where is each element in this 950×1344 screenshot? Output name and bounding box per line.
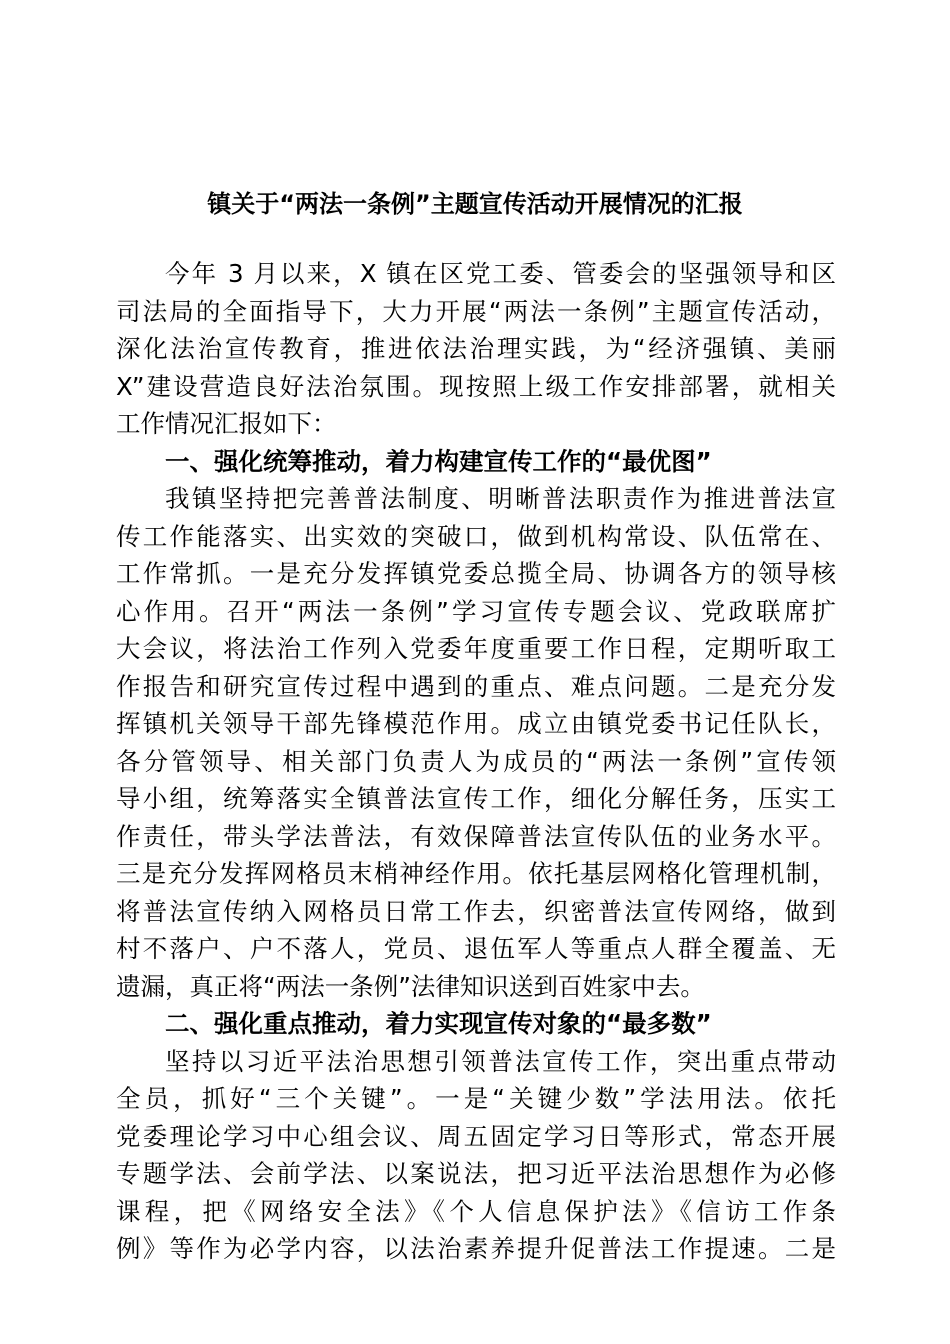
paragraph-line: 专题学法、会前学法、以案说法，把习近平法治思想作为必修 [116,1159,836,1188]
paragraph-line: 工作情况汇报如下： [116,409,337,438]
paragraph-line: 司法局的全面指导下，大力开展“两法一条例”主题宣传活动， [116,296,836,326]
paragraph-line: 党委理论学习中心组会议、周五固定学习日等形式，常态开展 [116,1121,836,1151]
paragraph-line: 传工作能落实、出实效的突破口，做到机构常设、队伍常在、 [116,521,836,551]
paragraph-line: 挥镇机关领导干部先锋模范作用。成立由镇党委书记任队长， [116,709,836,738]
paragraph-line: 导小组，统筹落实全镇普法宣传工作，细化分解任务，压实工 [116,784,836,813]
paragraph-line: 例》等作为必学内容，以法治素养提升促普法工作提速。二是 [116,1234,836,1263]
paragraph-line: 我镇坚持把完善普法制度、明晰普法职责作为推进普法宣 [165,484,836,513]
paragraph-line: 各分管领导、相关部门负责人为成员的“两法一条例”宣传领 [116,746,836,776]
paragraph-line: 村不落户、户不落人，党员、退伍军人等重点人群全覆盖、无 [116,934,836,963]
paragraph-line: X”建设营造良好法治氛围。现按照上级工作安排部署，就相关 [116,371,836,401]
paragraph-line: 深化法治宣传教育，推进依法治理实践，为“经济强镇、美丽 [116,334,836,363]
paragraph-line: 坚持以习近平法治思想引领普法宣传工作，突出重点带动 [165,1046,836,1076]
paragraph-line: 三是充分发挥网格员末梢神经作用。依托基层网格化管理机制， [116,859,836,888]
document-title: 镇关于“两法一条例”主题宣传活动开展情况的汇报 [207,190,743,218]
paragraph-line: 工作常抓。一是充分发挥镇党委总揽全局、协调各方的领导核 [116,559,836,588]
paragraph-line: 大会议，将法治工作列入党委年度重要工作日程，定期听取工 [116,634,836,663]
paragraph-line: 作报告和研究宣传过程中遇到的重点、难点问题。二是充分发 [116,671,836,701]
paragraph-line: 遗漏，真正将“两法一条例”法律知识送到百姓家中去。 [116,971,705,1001]
document-body [116,255,836,1268]
paragraph-line: 将普法宣传纳入网格员日常工作去，织密普法宣传网络，做到 [116,896,836,926]
paragraph-line: 今年 3 月以来，X 镇在区党工委、管委会的坚强领导和区 [165,259,836,288]
section-heading-2: 二、强化重点推动，着力实现宣传对象的“最多数” [165,1009,712,1038]
paragraph-line: 作责任，带头学法普法，有效保障普法宣传队伍的业务水平。 [116,821,836,851]
section-heading-1: 一、强化统筹推动，着力构建宣传工作的“最优图” [165,446,712,476]
paragraph-line: 全员，抓好“三个关键”。一是“关键少数”学法用法。依托 [116,1084,836,1113]
paragraph-line: 课程，把《网络安全法》《个人信息保护法》《信访工作条 [116,1196,836,1226]
paragraph-line: 心作用。召开“两法一条例”学习宣传专题会议、党政联席扩 [116,596,836,626]
